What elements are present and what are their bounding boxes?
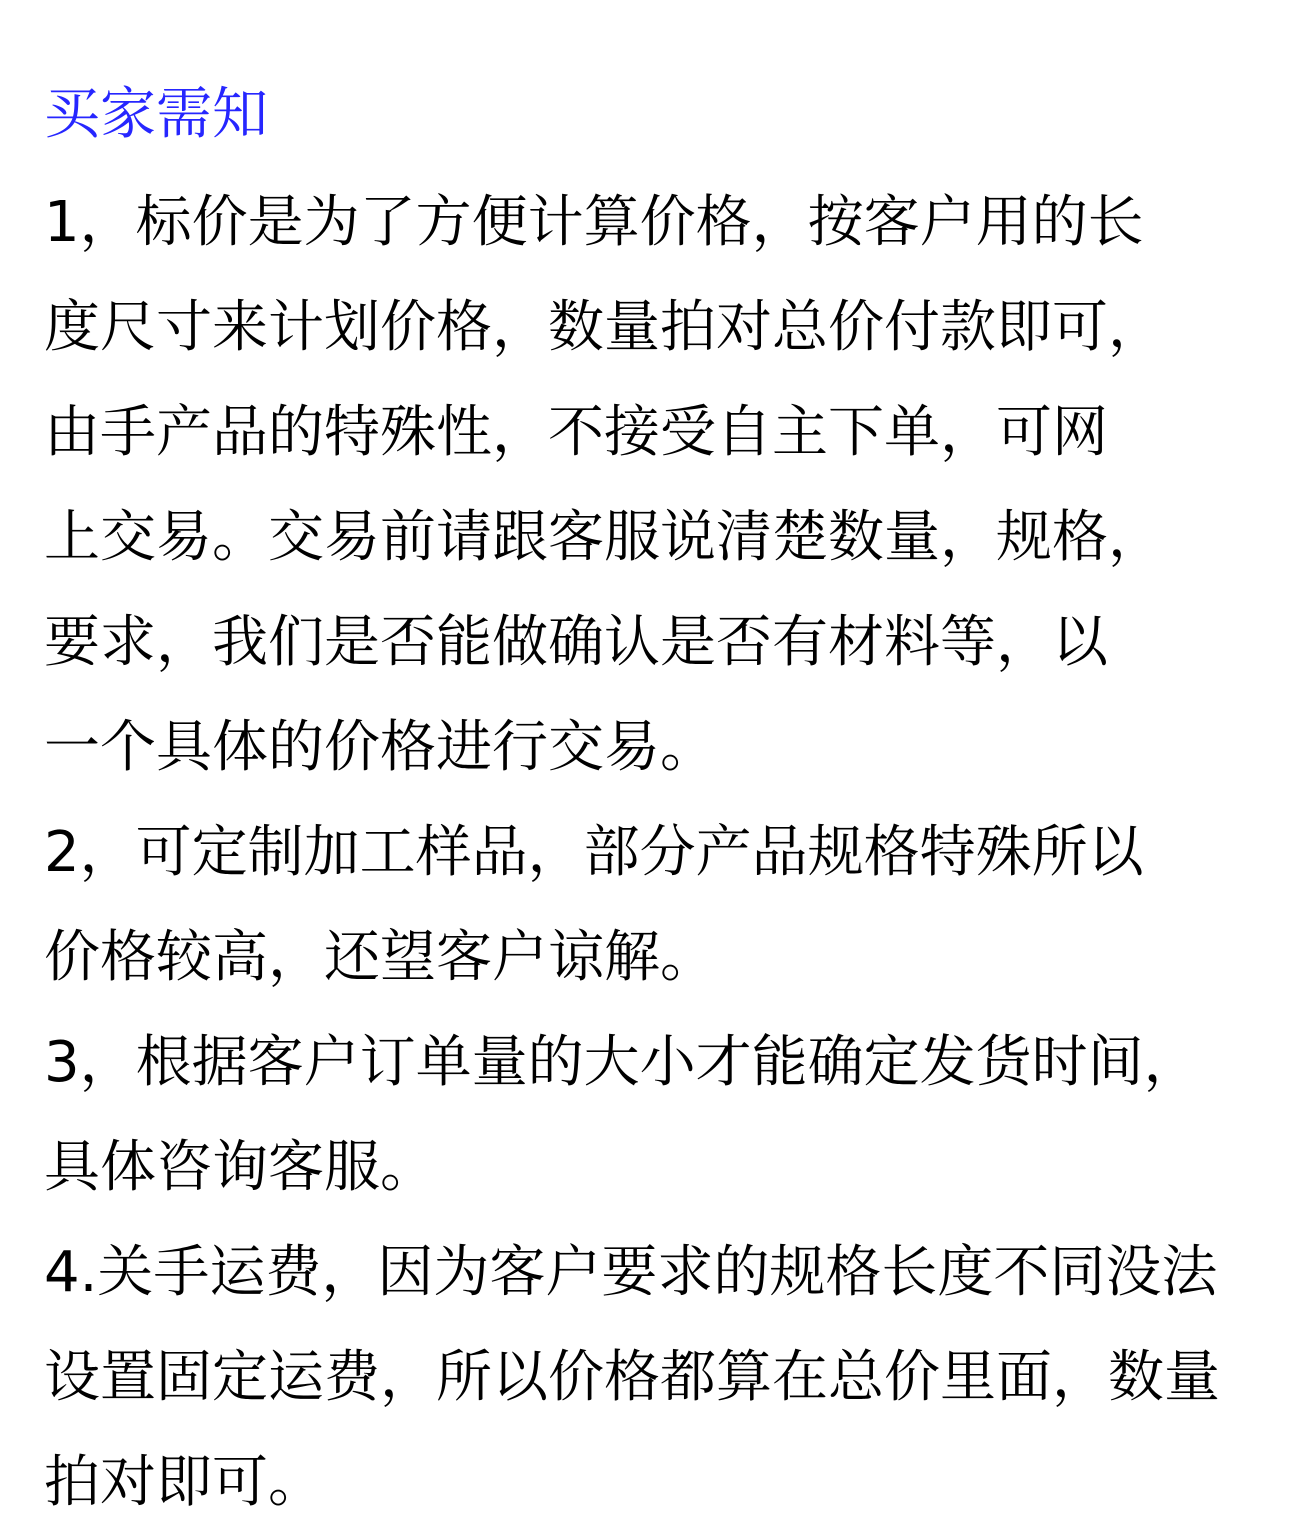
notice-line: 3，根据客户订单量的大小才能确定发货时间， (44, 1030, 1200, 1095)
buyer-notice (44, 60, 1306, 1535)
notice-line: 设置固定运费，所以价格都算在总价里面，数量 (44, 1345, 1220, 1410)
notice-title: 买家需知 (44, 82, 268, 147)
notice-line: 度尺寸来计划价格，数量拍对总价付款即可， (44, 295, 1164, 360)
notice-line: 1，标价是为了方便计算价格，按客户用的长 (44, 190, 1144, 255)
notice-line: 一个具体的价格进行交易。 (44, 715, 716, 780)
notice-line: 价格较高，还望客户谅解。 (44, 925, 716, 990)
notice-line: 由手产品的特殊性，不接受自主下单，可网 (44, 400, 1108, 465)
notice-line: 拍对即可。 (44, 1450, 324, 1515)
notice-line: 具体咨询客服。 (44, 1135, 436, 1200)
notice-line: 2，可定制加工样品，部分产品规格特殊所以 (44, 820, 1144, 885)
notice-line: 上交易。交易前请跟客服说清楚数量，规格， (44, 505, 1164, 570)
notice-line: 要求，我们是否能做确认是否有材料等，以 (44, 610, 1108, 675)
notice-line: 4.关手运费，因为客户要求的规格长度不同没法 (44, 1240, 1218, 1305)
